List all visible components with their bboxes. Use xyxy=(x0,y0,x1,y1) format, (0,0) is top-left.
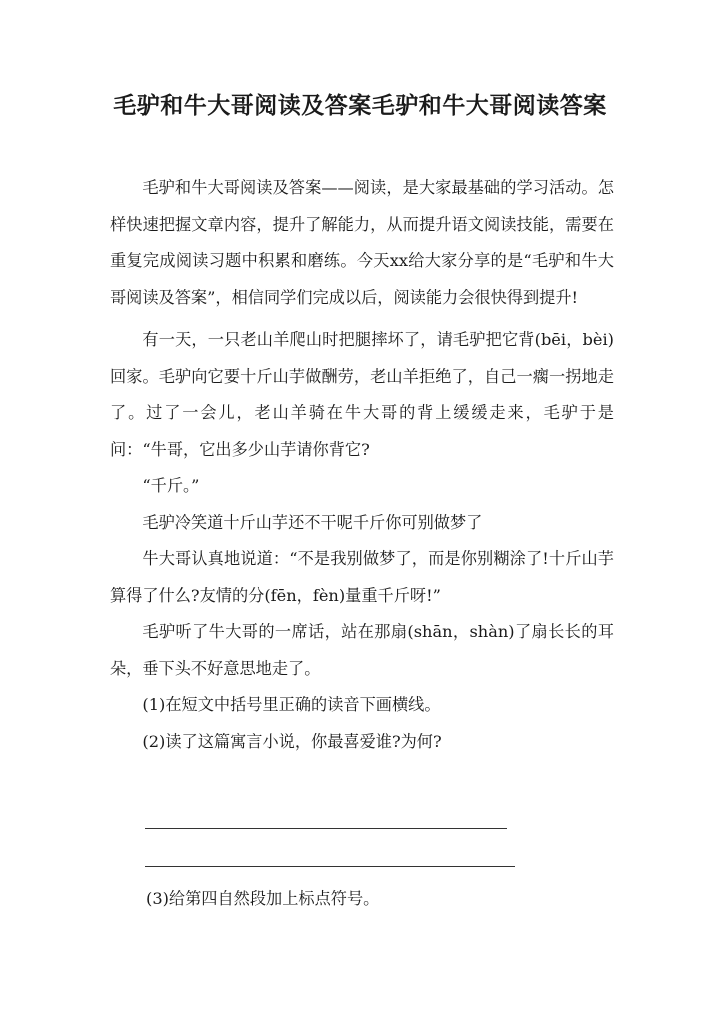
question-2: (2)读了这篇寓言小说，你最喜爱谁?为何? xyxy=(142,731,442,751)
document-title: 毛驴和牛大哥阅读及答案毛驴和牛大哥阅读答案 xyxy=(113,92,607,119)
paragraph-story-4: 牛大哥认真地说道：“不是我别做梦了，而是你别糊涂了!十斤山芋算得了什么?友情的分(fēn，fèn)量重千斤呀!” xyxy=(110,549,614,605)
paragraph-story-2: “千斤。” xyxy=(142,476,200,495)
paragraph-story-1: 有一天，一只老山羊爬山时把腿摔坏了，请毛驴把它背(bēi，bèi)回家。毛驴向它要十斤山芋做酬劳，老山羊拒绝了，自己一瘸一拐地走了。过了一会儿，老山羊骑在牛大哥的背上缓缓走来，毛驴于是问：“牛哥，它出多少山芋请你背它? xyxy=(110,330,614,459)
document-body xyxy=(110,170,614,760)
paragraph-story-3: 毛驴冷笑道十斤山芋还不干呢千斤你可别做梦了 xyxy=(142,512,483,532)
question-3: (3)给第四自然段加上标点符号。 xyxy=(146,889,380,908)
question-1: (1)在短文中括号里正确的读音下画横线。 xyxy=(142,695,441,714)
paragraph-intro: 毛驴和牛大哥阅读及答案——阅读，是大家最基础的学习活动。怎样快速把握文章内容，提升了解能力，从而提升语文阅读技能，需要在重复完成阅读习题中积累和磨练。今天xx给大家分享的是“毛驴和牛大哥阅读及答案”，相信同学们完成以后，阅读能力会很快得到提升! xyxy=(110,178,614,307)
answer-line-2 xyxy=(145,866,515,867)
paragraph-story-5: 毛驴听了牛大哥的一席话，站在那扇(shān，shàn)了扇长长的耳朵，垂下头不好意思地走了。 xyxy=(110,622,614,678)
answer-line-1 xyxy=(145,828,507,829)
